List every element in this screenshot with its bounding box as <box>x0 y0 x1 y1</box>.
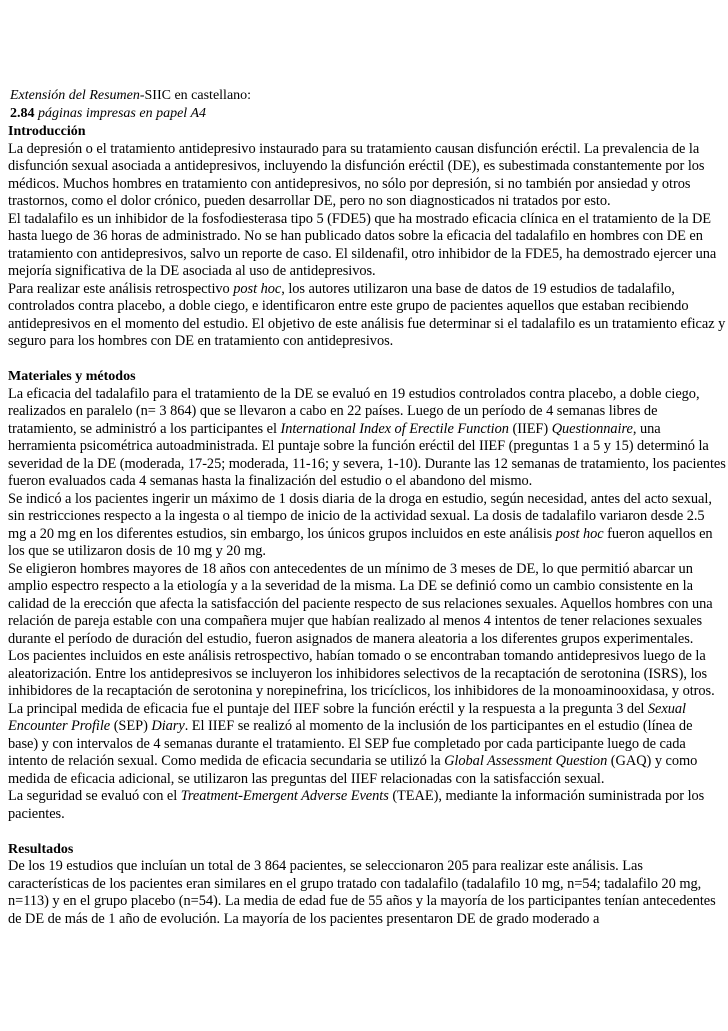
paragraph <box>8 491 726 561</box>
text-run: (IIEF) <box>508 420 552 437</box>
text-run: La principal medida de eficacia fue el puntaje del IIEF sobre la función eréctil y la respuesta a la pregunta 3 del <box>8 700 648 717</box>
italic-term: Questionnaire <box>551 420 633 437</box>
extension-suffix: -SIIC en castellano: <box>139 88 252 103</box>
pages-text: páginas impresas en papel A4 <box>34 106 206 121</box>
text-run: La seguridad se evaluó con el <box>8 788 181 804</box>
text-run: La eficacia del tadalafilo para el tratamiento de la DE se evaluó en 19 estudios controlados contra placebo, a doble ciego, realizados en paralelo (n= 3 864) que se llevaron a cabo en 22 países. Luego de un período de 4 semanas libres de tratamiento, se administró a los participantes el <box>8 385 700 437</box>
italic-term: International Index of Erectile Function <box>280 420 509 437</box>
text-run: , los autores utilizaron una base de datos de 19 estudios de tadalafilo, controlados contra placebo, a doble ciego, e identificaron entre este grupo de pacientes aquellos que estaban recibiendo antidepresivos en el momento del estudio. El objetivo de este análisis fue determinar si el tadalafilo es un tratamiento eficaz y seguro para los hombres con DE en tratamiento con antidepresivos. <box>8 280 726 349</box>
extension-prefix: Extensión del <box>10 88 90 103</box>
paragraph: Se eligieron hombres mayores de 18 años con antecedentes de un mínimo de 3 meses de DE, lo que permitió abarcar un amplio espectro respecto a la etiología y a la severidad de la misma. La DE se definió como un cambio consistente en la calidad de la erección que afecta la satisfacción del paciente respecto de sus relaciones sexuales. Aquellos hombres con una relación de pareja estable con una compañera mujer que habían realizado al menos 4 intentos de tener relaciones sexuales durante el período de duración del estudio, fueron asignados de manera aleatoria a los diferentes grupos experimentales. <box>8 560 713 647</box>
paragraph <box>8 788 726 823</box>
pages-line <box>8 105 726 123</box>
text-run: . El IIEF se realizó al momento de la inclusión de los participantes en el estudio (línea de base) y con intervalos de 4 semanas durante el tratamiento. El SEP fue completado por cada participante luego de cada intento de relación sexual. Como medida de eficacia secundaria se utilizó la <box>8 718 693 769</box>
italic-term: Global Assessment Question <box>444 753 608 769</box>
document-page <box>8 87 726 928</box>
italic-term: Treatment-Emergent Adverse Events <box>180 788 389 804</box>
text-run: (GAQ) y como medida de eficacia adicional, se utilizaron las preguntas del IIEF relacionadas con la satisfacción sexual. <box>8 753 698 787</box>
paragraph <box>8 281 726 351</box>
paragraph: La depresión o el tratamiento antidepresivo instaurado para su tratamiento causan disfunción eréctil. La prevalencia de la disfunción sexual asociada a antidepresivos, incluyendo la disfunción eréctil (DE), es subestimada constantemente por los médicos. Muchos hombres en tratamiento con antidepresivos, no sólo por depresión, si no también por ansiedad y otros trastornos, como el dolor crónico, pueden desarrollar DE, pero no son diagnosticados ni tratados por esto. <box>8 140 705 209</box>
text-run: (SEP) <box>110 718 152 734</box>
paragraph: De los 19 estudios que incluían un total de 3 864 pacientes, se seleccionaron 205 para realizar este análisis. Las características de los pacientes eran similares en el grupo tratado con tadalafilo (tadalafilo 10 mg, n=54; tadalafilo 20 mg, n=113) y en el grupo placebo (n=54). La media de edad fue de 55 años y la mayoría de los participantes tenían antecedentes de DE de más de 1 año de evolución. La mayoría de los pacientes presentaron DE de grado moderado a <box>8 858 716 927</box>
text-run: (TEAE), mediante la información suministrada por los pacientes. <box>8 788 705 822</box>
paragraph <box>8 386 726 491</box>
section-title-introduccion: Introducción <box>8 124 86 139</box>
section-title-materiales: Materiales y métodos <box>8 369 136 384</box>
paragraph: Los pacientes incluidos en este análisis retrospectivo, habían tomado o se encontraban tomando antidepresivos luego de la aleatorización. Entre los antidepresivos se incluyeron los inhibidores selectivos de la recaptación de serotonina (ISRS), los inhibidores de la recaptación de serotonina y norepinefrina, los tricíclicos, los inhibidores de la monoaminooxidasa, y otros. <box>8 648 715 699</box>
text-run: fueron aquellos en los que se utilizaron dosis de 10 mg y 20 mg. <box>8 525 713 559</box>
italic-term: Sexual Encounter Profile <box>8 700 686 734</box>
section-title-resultados: Resultados <box>8 841 74 857</box>
extension-line <box>8 87 726 105</box>
italic-term: Diary <box>151 718 185 734</box>
italic-term: post hoc <box>555 525 604 542</box>
paragraph: El tadalafilo es un inhibidor de la fosfodiesterasa tipo 5 (FDE5) que ha mostrado eficacia clínica en el tratamiento de la DE hasta luego de 36 horas de administrado. No se han publicado datos sobre la eficacia del tadalafilo en hombres con DE en tratamiento con antidepresivos, salvo un reporte de caso. El sildenafil, otro inhibidor de la FDE5, ha demostrado ejercer una mejoría significativa de la DE asociada al uso de antidepresivos. <box>8 210 717 279</box>
paragraph <box>8 701 726 789</box>
italic-term: post hoc <box>233 280 282 297</box>
pages-value: 2.84 <box>10 106 35 121</box>
extension-title: Resumen <box>89 88 140 103</box>
text-run: Para realizar este análisis retrospectivo <box>8 280 234 297</box>
text-run: Se indicó a los pacientes ingerir un máximo de 1 dosis diaria de la droga en estudio, según necesidad, antes del acto sexual, sin restricciones respecto a la ingesta o al tiempo de inicio de la actividad sexual. La dosis de tadalafilo variaron desde 2.5 mg a 20 mg en los diferentes estudios, sin embargo, los únicos grupos incluidos en este análisis <box>8 490 712 542</box>
text-run: , una herramienta psicométrica autoadministrada. El puntaje sobre la función eréctil del IIEF (preguntas 1 a 5 y 15) determinó la severidad de la DE (moderada, 17-25; moderada, 11-16; y severa, 1-10). Durante las 12 semanas de tratamiento, los pacientes fueron evaluados cada 4 semanas hasta la finalización del estudio o el abandono del mismo. <box>8 420 726 489</box>
